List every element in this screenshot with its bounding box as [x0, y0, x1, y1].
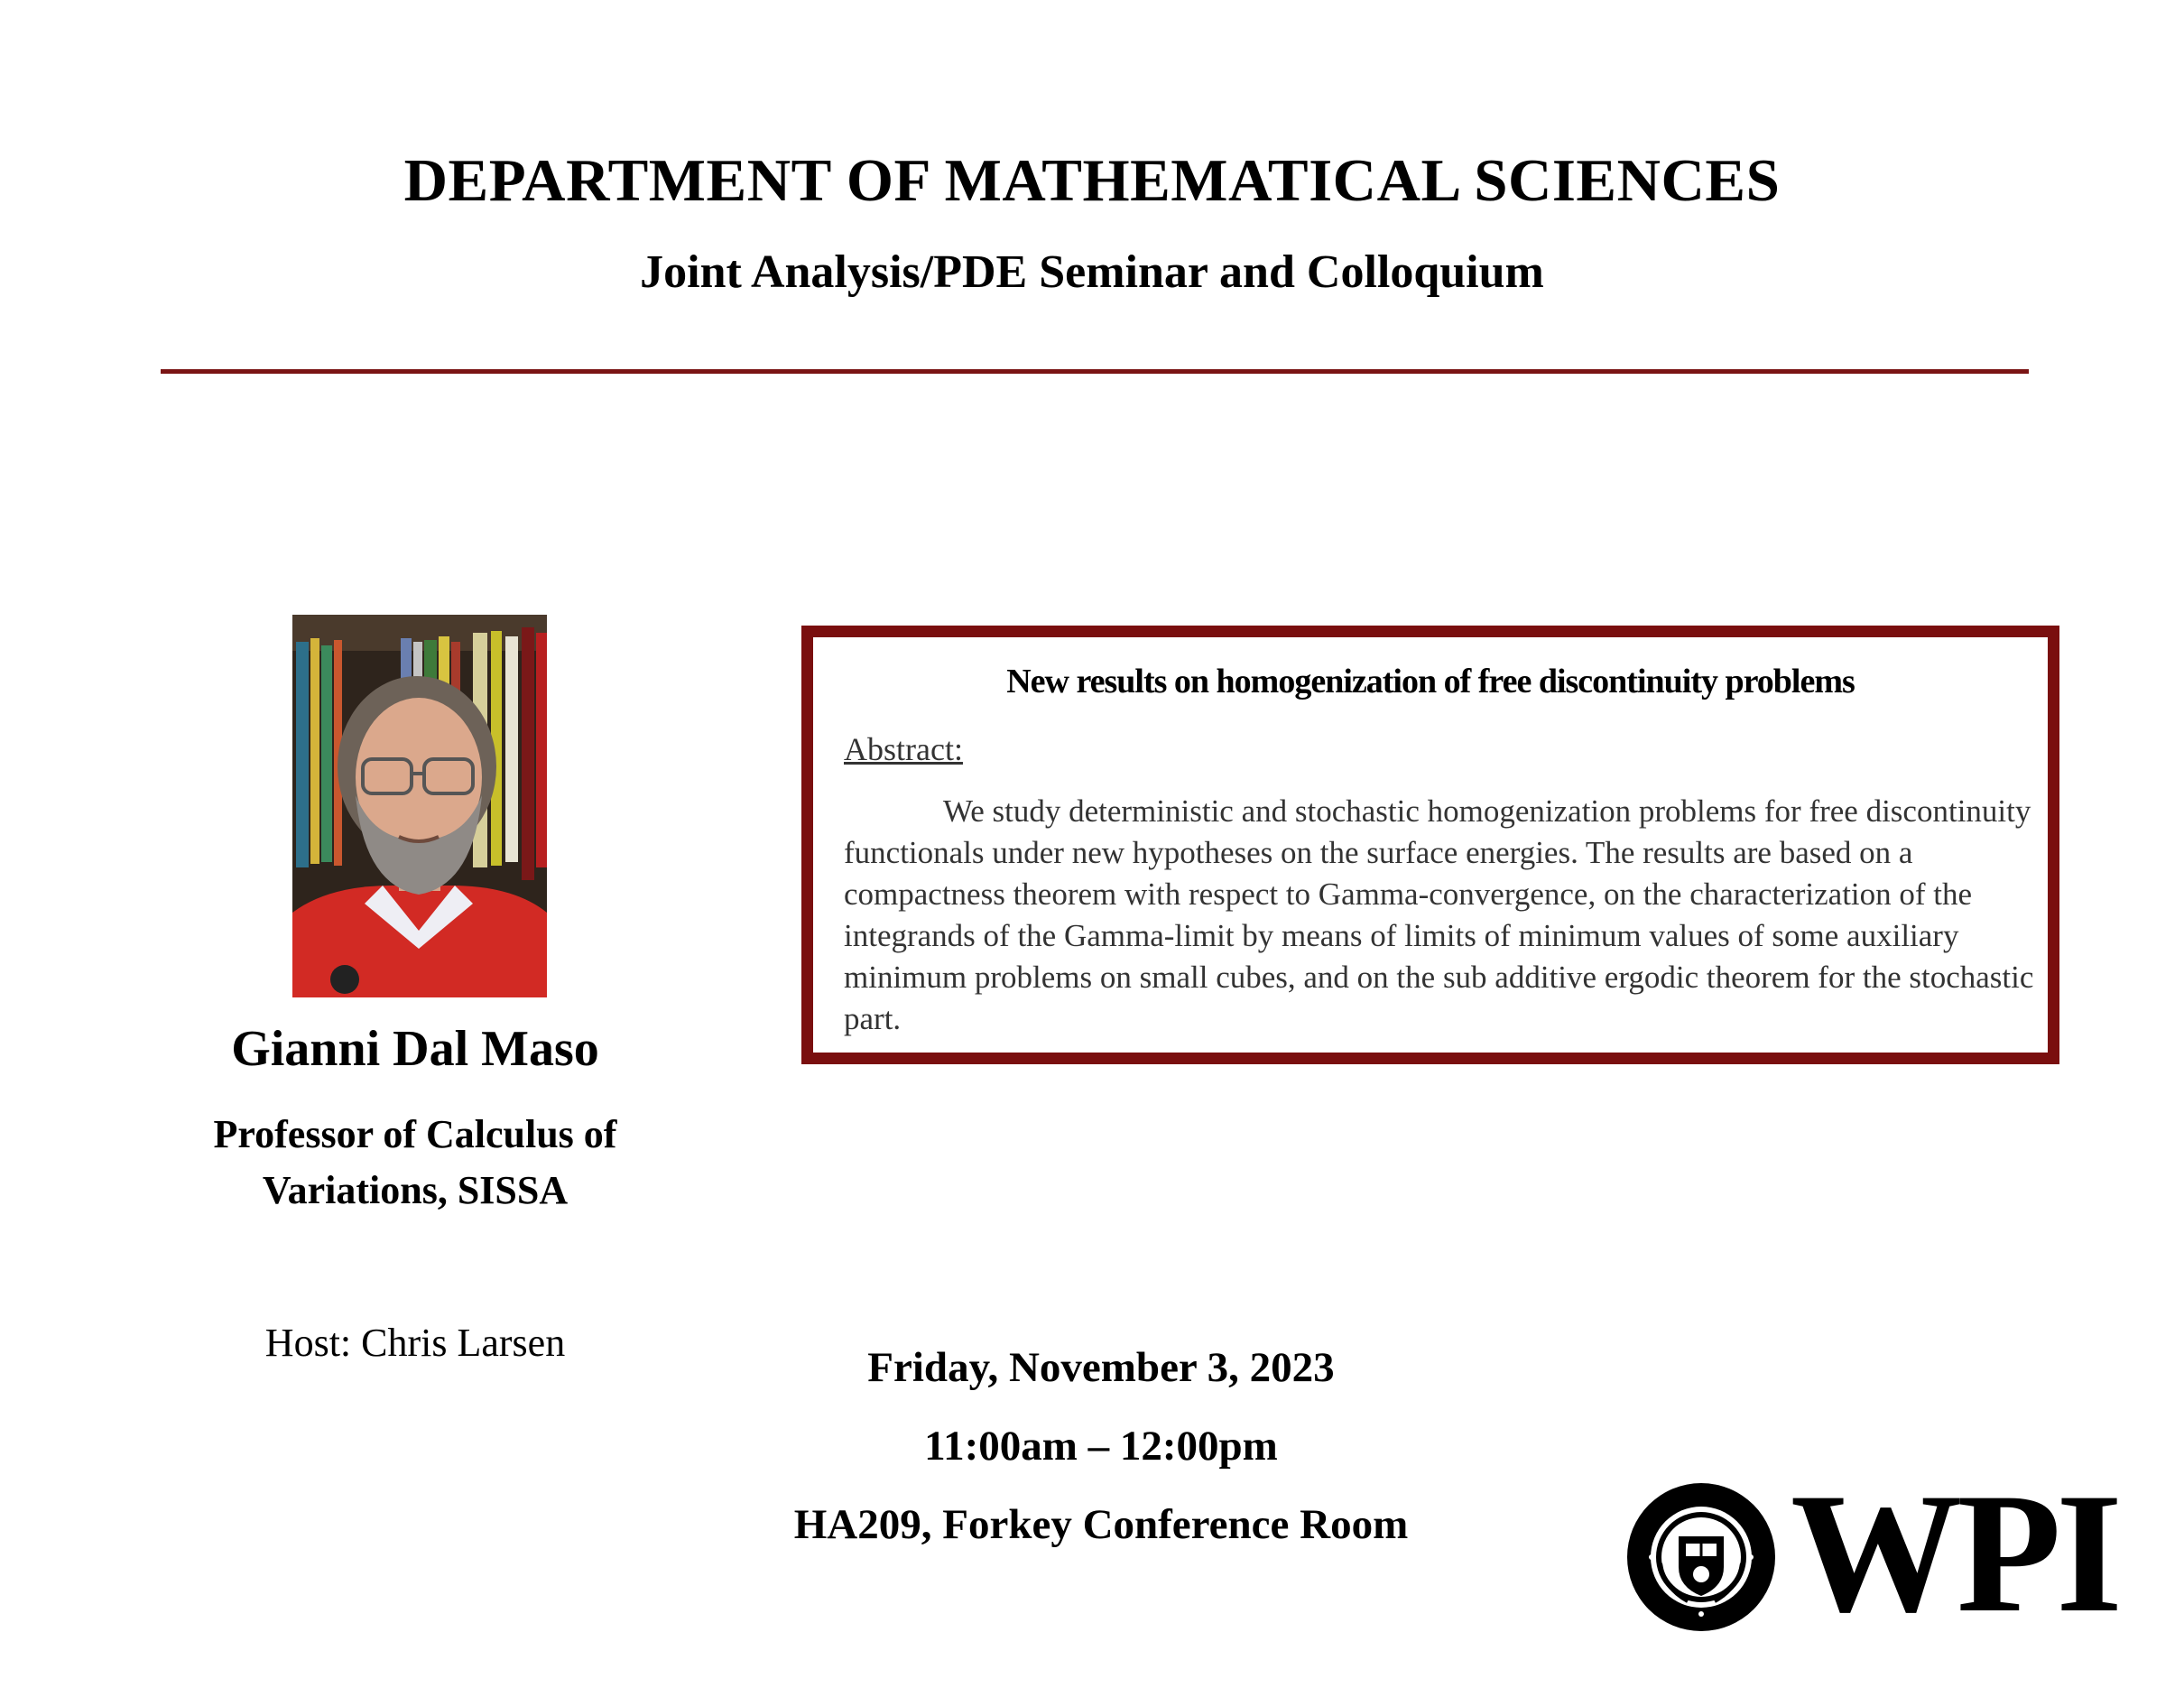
abstract-label: Abstract:	[844, 731, 963, 767]
host-line: Host: Chris Larsen	[264, 1321, 566, 1365]
header-divider	[161, 369, 2029, 374]
event-date: Friday, November 3, 2023	[867, 1344, 1335, 1391]
speaker-title-line-1: Professor of Calculus of	[213, 1112, 617, 1156]
event-time: 11:00am – 12:00pm	[924, 1423, 1278, 1470]
abstract-text: We study deterministic and stochastic homogenization problems for free discontinuity functionals under new hypotheses on the surface energies. The results are based on a compactness theorem with respect to Gamma-convergence, on the characterization of the integrands of the Gamma-limit by means of limits of minimum values of some auxiliary minimum problems on small cubes, and on the sub additive ergodic theorem for the stochastic part.	[844, 793, 2034, 1036]
talk-title: New results on homogenization of free discontinuity problems	[1006, 663, 1855, 700]
seminar-series-title: Joint Analysis/PDE Seminar and Colloquium	[640, 246, 1544, 298]
speaker-title-line-2: Variations, SISSA	[262, 1168, 569, 1212]
speaker-affiliation	[108, 1107, 722, 1219]
wpi-seal-icon	[1624, 1480, 1778, 1634]
abstract-box	[801, 626, 2059, 1064]
speaker-name: Gianni Dal Maso	[231, 1021, 599, 1077]
speaker-photo	[292, 615, 547, 997]
department-title: DEPARTMENT OF MATHEMATICAL SCIENCES	[403, 147, 1781, 214]
event-room: HA209, Forkey Conference Room	[793, 1501, 1409, 1548]
wpi-wordmark: WPI	[1791, 1459, 2117, 1648]
